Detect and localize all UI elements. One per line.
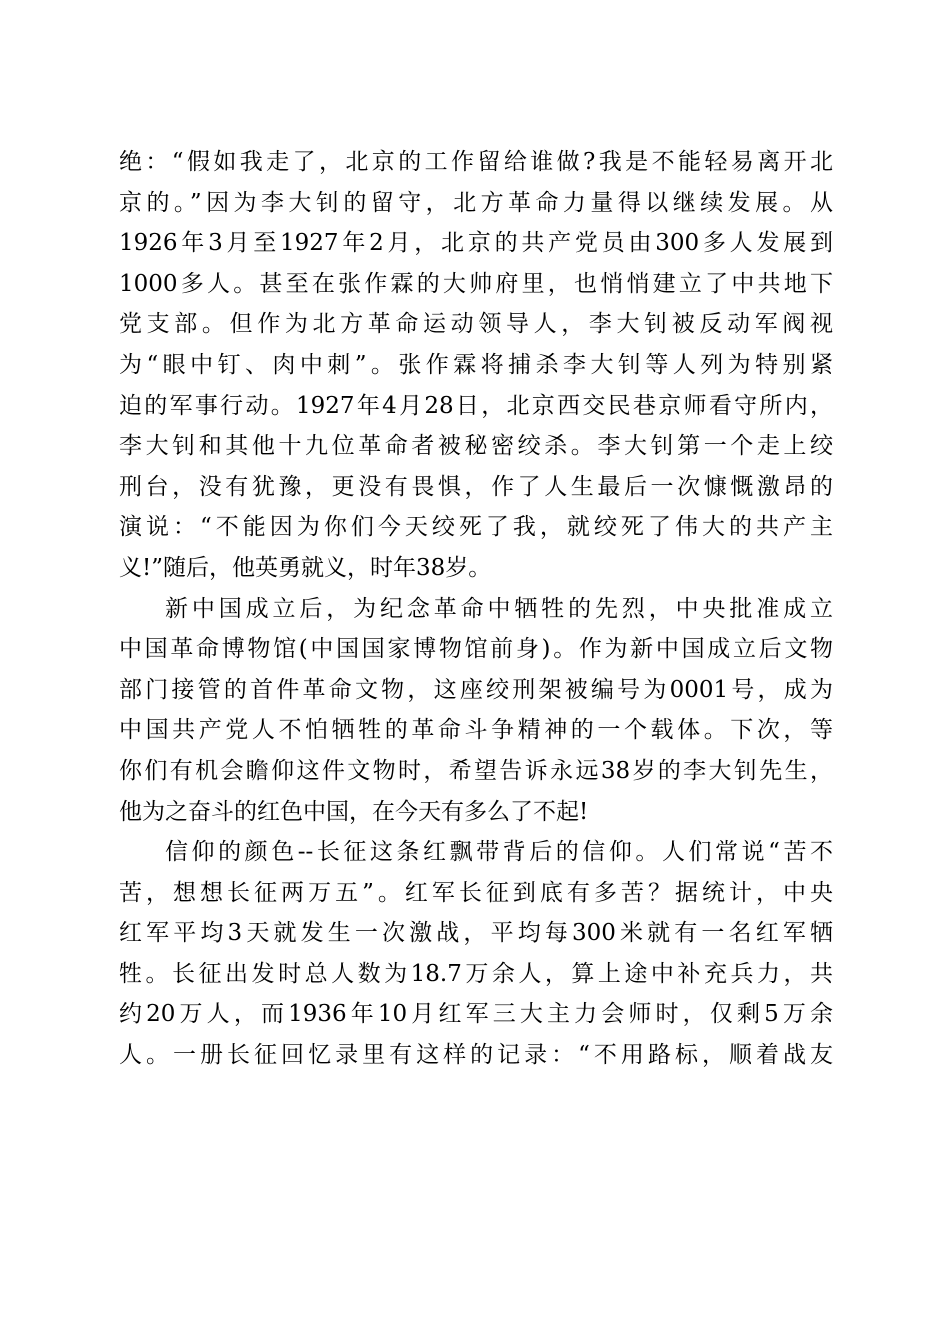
text-line: 党支部。但作为北方革命运动领导人，李大钊被反动军阀视 [119,311,833,338]
text-line: 红军平均3天就发生一次激战，平均每300米就有一名红军牺 [119,920,833,947]
text-line: 京的。”因为李大钊的留守，北方革命力量得以继续发展。从 [119,189,833,216]
text-line: 部门接管的首件革命文物，这座绞刑架被编号为0001号，成为 [119,676,833,703]
text-line: 演说：“不能因为你们今天绞死了我，就绞死了伟大的共产主 [119,514,833,541]
text-line: 义!”随后，他英勇就义，时年38岁。 [119,554,492,581]
text-line: 他为之奋斗的红色中国，在今天有多么了不起! [119,798,589,825]
paragraph-start-line: 新中国成立后，为纪念革命中牺牲的先烈，中央批准成立 [165,595,833,622]
text-line: 你们有机会瞻仰这件文物时，希望告诉永远38岁的李大钊先生， [119,757,833,784]
body-text [119,142,833,1076]
paragraph-start-line: 信仰的颜色--长征这条红飘带背后的信仰。人们常说“苦不 [165,839,833,866]
text-line: 中国革命博物馆(中国国家博物馆前身)。作为新中国成立后文物 [119,636,833,663]
text-line: 约20万人，而1936年10月红军三大主力会师时，仅剩5万余 [119,1001,833,1028]
text-line: 牲。长征出发时总人数为18.7万余人，算上途中补充兵力，共 [119,960,833,987]
text-line: 迫的军事行动。1927年4月28日，北京西交民巷京师看守所内， [119,392,833,419]
text-line: 为“眼中钉、肉中刺”。张作霖将捕杀李大钊等人列为特别紧 [119,351,833,378]
text-line: 苦，想想长征两万五”。红军长征到底有多苦？据统计，中央 [119,879,833,906]
text-line: 中国共产党人不怕牺牲的革命斗争精神的一个载体。下次，等 [119,717,833,744]
text-line: 人。一册长征回忆录里有这样的记录：“不用路标，顺着战友 [119,1042,833,1069]
text-line: 李大钊和其他十九位革命者被秘密绞杀。李大钊第一个走上绞 [119,433,833,460]
text-line: 刑台，没有犹豫，更没有畏惧，作了人生最后一次慷慨激昂的 [119,473,833,500]
text-line: 1926年3月至1927年2月，北京的共产党员由300多人发展到 [119,230,833,257]
text-line: 绝：“假如我走了，北京的工作留给谁做?我是不能轻易离开北 [119,149,833,175]
text-line: 1000多人。甚至在张作霖的大帅府里，也悄悄建立了中共地下 [119,270,833,297]
